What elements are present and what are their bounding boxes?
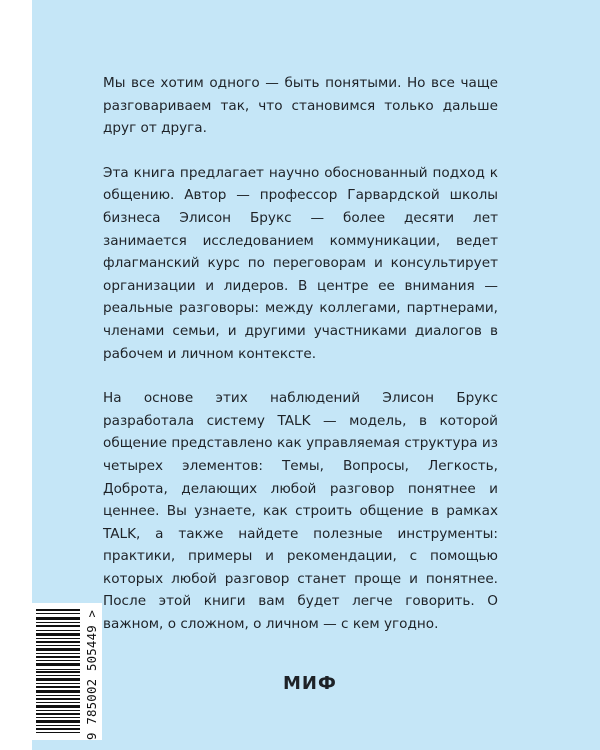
book-description (103, 72, 498, 658)
publisher-logo: МИФ (283, 673, 337, 694)
description-paragraph-1: Мы все хотим одного — быть понятыми. Но все чаще разговариваем так, что становимся только дальше друг от друга. (103, 75, 498, 137)
description-paragraph-3: На основе этих наблюдений Элисон Брукс разработала систему TALK — модель, в которой общение представлено как управляемая структура из четырех элементов: Темы, Вопросы, Легкость, Доброта, делающих любой разговор понятнее и ценнее. Вы узнаете, как строить общение в рамках TALK, а также найдете полезные инструменты: практики, примеры и рекомендации, с помощью которых любой разговор станет проще и понятнее. После этой книги вам будет легче говорить. О важном, о сложном, о личном — с кем угодно. (103, 390, 498, 633)
barcode-icon (32, 603, 86, 740)
description-paragraph-2: Эта книга предлагает научно обоснованный подход к общению. Автор — профессор Гарвардской школы бизнеса Элисон Брукс — более десяти лет занимается исследованием коммуникации, ведет флагманский курс по переговорам и консультирует организации и лидеров. В центре ее внимания — реальные разговоры: между коллегами, партнерами, членами семьи, и другими участниками диалогов в рабочем и личном контексте. (103, 164, 498, 362)
isbn-number: 9 785002 505449 > (84, 609, 99, 740)
